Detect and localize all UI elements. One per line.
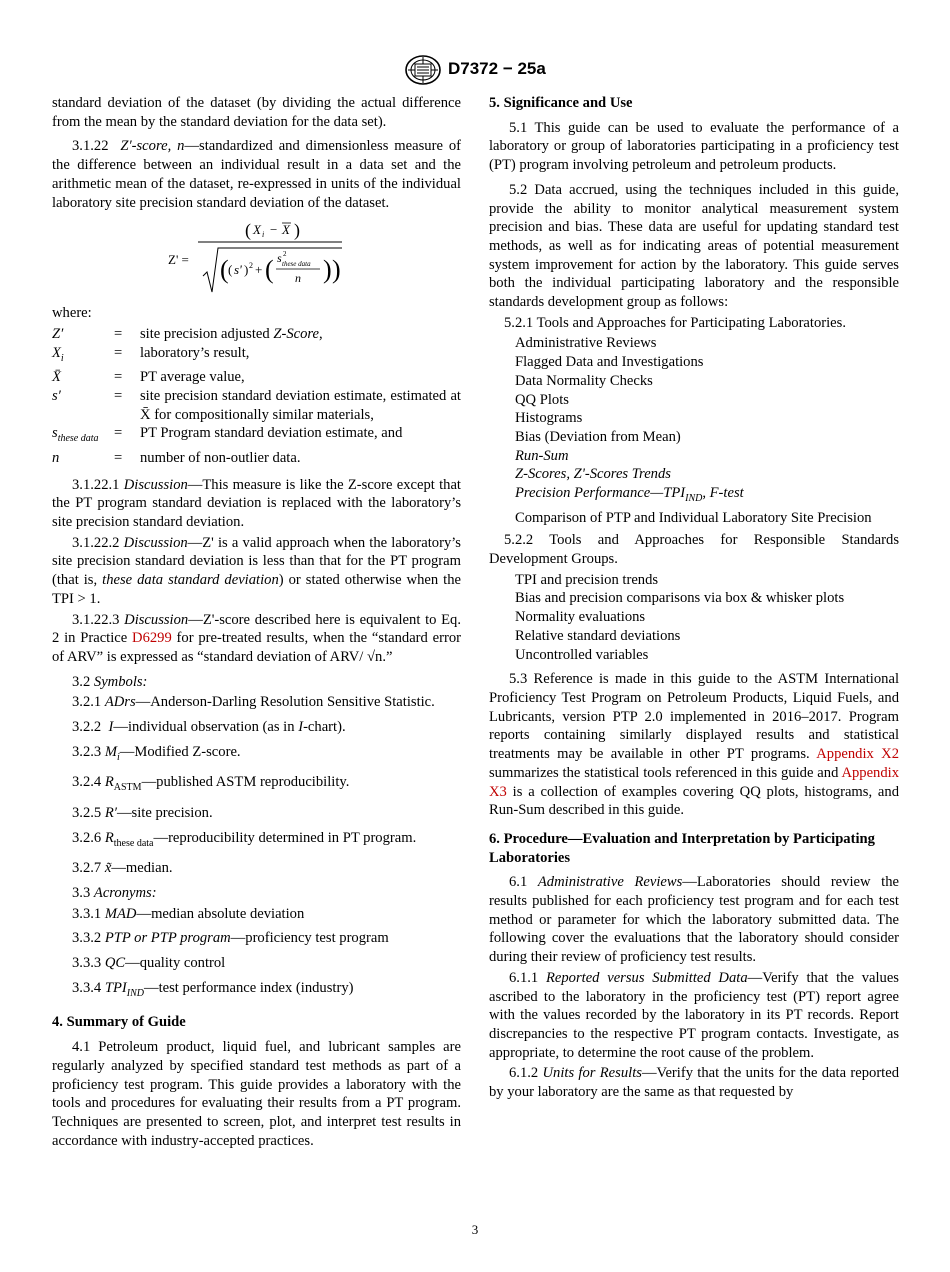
formula-lhs: Z' = xyxy=(168,252,189,268)
section-heading-5: 5. Significance and Use xyxy=(489,95,633,111)
paragraph-5-3: 5.3 Reference is made in this guide to the ASTM International Proficiency Test Program on Petroleum Products, Liquid Fuels, and Lubricants, version PTP 2.0 implemented in 2016–2017. Program reports containing similarly displayed results and statistical treatments may be available in other PT programs. Appendix X2 summarizes the statistical tools referenced in this guide and Appendix X3 is a collection of examples covering QQ plots, histograms, and Run-Sum described in this guide. xyxy=(489,671,899,819)
paragraph-5-2-2: 5.2.2 Tools and Approaches for Responsible Standards Development Groups. xyxy=(489,532,899,568)
where-label: where: xyxy=(52,305,92,322)
svg-text:2: 2 xyxy=(249,261,253,271)
left-column xyxy=(52,94,461,1156)
symbol-row: $X_i$ = laboratory’s result, xyxy=(52,344,250,364)
acronym-3-3-4: 3.3.4 $TPI_{IND}—test$ performance index (industry) xyxy=(72,979,354,999)
svg-text:): ) xyxy=(332,255,341,285)
paragraph-4-1: 4.1 Petroleum product, liquid fuel, and lubricant samples are regularly analyzed by specified standard test methods as part of a proficiency test program. This guide provides a laboratory with the tools and procedures for evaluating their results from a PT program. Techniques are presented to screen, plot, and interpret test results in accordance with industry-accepted practices. xyxy=(52,1039,461,1149)
symbol-row: n = number of non-outlier data. xyxy=(52,449,301,466)
symbol-3-2-2: 3.2.2 I—individual observation (as in I-chart). xyxy=(72,719,346,736)
list-item: Normality evaluations xyxy=(515,609,646,626)
z-prime-formula xyxy=(52,214,461,300)
svg-text:these data: these data xyxy=(282,260,311,269)
acronym-3-3-3: 3.3.3 QC—quality control xyxy=(72,955,226,972)
list-item: Bias and precision comparisons via box & whisker plots xyxy=(515,590,845,607)
svg-text:): ) xyxy=(323,255,332,285)
list-item: Flagged Data and Investigations xyxy=(515,354,704,371)
symbol-3-2-1: 3.2.1 ADrs—Anderson-Darling Resolution Sensitive Statistic. xyxy=(72,694,435,711)
svg-text:+: + xyxy=(255,262,263,278)
discussion-3-1-22-2: 3.1.22.2 Discussion—Z' is a valid approach when the laboratory’s site precision standard deviation is less than that for the PT program (that is, these data standard deviation) or stated otherwise when the TPI > 1. xyxy=(52,534,461,607)
svg-text:X: X xyxy=(253,222,261,238)
svg-text:i: i xyxy=(262,230,265,240)
symbol-3-2-3: 3.2.3 $M_i—Modified$ Z-score. xyxy=(72,743,241,763)
list-item: TPI and precision trends xyxy=(515,571,659,588)
formula-graphic xyxy=(52,214,461,300)
tool-list-labs xyxy=(489,334,899,527)
list-item: Data Normality Checks xyxy=(515,372,653,389)
paragraph-5-2-1: 5.2.1 Tools and Approaches for Participating Laboratories. xyxy=(504,314,846,331)
discussion-3-1-22-1: 3.1.22.1 Discussion—This measure is like the Z-score except that the PT program standard deviation is replaced with the laboratory’s site precision standard deviation. xyxy=(52,476,461,531)
list-item: Bias (Deviation from Mean) xyxy=(515,428,681,445)
section-3-3: 3.3 Acronyms: xyxy=(72,885,157,902)
symbol-3-2-5: 3.2.5 R′—site precision. xyxy=(72,805,213,822)
symbol-3-2-7: 3.2.7 x̃—median. xyxy=(72,860,173,877)
discussion-3-1-22-3: 3.1.22.3 Discussion—Z'-score described here is equivalent to Eq. 2 in Practice D6299 for pre-treated results, when the “standard error of ARV” is expressed as “standard deviation of ARV/ √n.” xyxy=(52,611,462,665)
symbol-3-2-6: 3.2.6 $R_{these data}—reproducibility$ determined in PT program. xyxy=(72,829,417,849)
svg-text:(: ( xyxy=(220,255,229,285)
symbol-list xyxy=(52,325,461,468)
svg-text:): ) xyxy=(294,220,300,241)
svg-text:−: − xyxy=(270,222,278,238)
svg-text:X: X xyxy=(282,222,290,238)
symbol-row: Z′ = site precision adjusted Z-Score, xyxy=(52,325,323,342)
svg-text:(: ( xyxy=(245,220,251,241)
section-3-2: 3.2 Symbols: xyxy=(72,673,148,690)
page-header xyxy=(0,54,950,88)
list-item: QQ Plots xyxy=(515,391,569,408)
symbol-row: s′ = site precision standard deviation estimate, estimated at X̄ for compositionally similar materials, xyxy=(52,387,461,423)
paragraph-5-2: 5.2 Data accrued, using the techniques included in this guide, provide the ability to monitor analytical measurement system precision and bias. These data are useful for updating standard test methods, as well as for indicating areas of potential measurement system improvement for action by the laboratory. This guide serves both the individual participating laboratory and the responsible standards development group as follows: xyxy=(489,181,899,311)
tool-list-standards xyxy=(489,571,899,665)
list-item: Relative standard deviations xyxy=(515,627,681,644)
svg-text:s: s xyxy=(277,251,282,266)
paragraph-5-1: 5.1 This guide can be used to evaluate the performance of a laboratory or group of laboratories participating in a proficiency test (PT) program involving petroleum and petroleum products. xyxy=(489,119,899,174)
link-appendix-x2[interactable]: Appendix X2 xyxy=(816,746,899,763)
paragraph: standard deviation of the dataset (by dividing the actual difference from the mean by the standard deviation for the data set). xyxy=(52,95,461,130)
svg-text:s': s' xyxy=(234,262,242,278)
symbol-3-2-4: 3.2.4 $R_{ASTM}—published$ ASTM reproducibility. xyxy=(72,774,350,794)
svg-text:): ) xyxy=(244,262,249,278)
definition-3-1-22: 3.1.22 Z′-score, n—standardized and dimensionless measure of the difference between an individual result in a data set and the arithmetic mean of the dataset, re-expressed in units of the individual laboratory site precision standard deviation of the dataset. xyxy=(52,138,461,211)
list-item: Z-Scores, Z'-Scores Trends xyxy=(515,466,671,483)
paragraph-6-1: 6.1 Administrative Reviews—Laboratories should review the results published for each proficiency test program and for each test method or parameter for which the laboratory submitted data. The following cover the evaluations that the laboratory should consider during their review of proficiency test results. xyxy=(489,874,899,966)
list-item: Precision $Performance—TPI_{IND}$, F-test xyxy=(515,485,744,504)
paragraph-6-1-2: 6.1.2 Units for Results—Verify that the units for the data reported by your laboratory are the same as that requested by xyxy=(489,1065,900,1101)
acronym-3-3-1: 3.3.1 MAD—median absolute deviation xyxy=(72,905,305,922)
svg-text:n: n xyxy=(295,271,301,286)
link-d6299[interactable]: D6299 xyxy=(132,630,172,647)
symbol-row: $s_{these data}$ = PT Program standard deviation estimate, and xyxy=(52,425,403,445)
acronym-3-3-2: 3.3.2 PTP or PTP program—proficiency test program xyxy=(72,930,389,947)
svg-text:(: ( xyxy=(228,262,233,278)
link-appendix-x3[interactable]: Appendix X3 xyxy=(489,764,899,800)
svg-text:2: 2 xyxy=(283,250,287,259)
astm-logo-icon xyxy=(404,54,442,86)
svg-text:(: ( xyxy=(265,255,274,285)
list-item: Administrative Reviews xyxy=(515,335,657,352)
section-heading-6: 6. Procedure—Evaluation and Interpretation by Participating Laboratories xyxy=(489,830,875,866)
list-item: Histograms xyxy=(515,410,583,427)
right-column xyxy=(489,94,899,1104)
list-item: Run-Sum xyxy=(515,447,569,464)
symbol-row: X̄ = PT average value, xyxy=(52,369,245,386)
list-item: Uncontrolled variables xyxy=(515,646,649,663)
section-heading-4: 4. Summary of Guide xyxy=(52,1014,186,1031)
list-item: Comparison of PTP and Individual Laboratory Site Precision xyxy=(515,509,872,526)
page-number: 3 xyxy=(471,1222,479,1237)
paragraph-6-1-1: 6.1.1 Reported versus Submitted Data—Verify that the values ascribed to the laboratory in the proficiency test (PT) report agree with the values recorded by the laboratory in its PT records. Report discrepancies to the respective PT program contacts. Investigate, as appropriate, to determine the root cause of the problem. xyxy=(489,969,899,1061)
document-id: D7372 − 25a xyxy=(448,59,546,78)
